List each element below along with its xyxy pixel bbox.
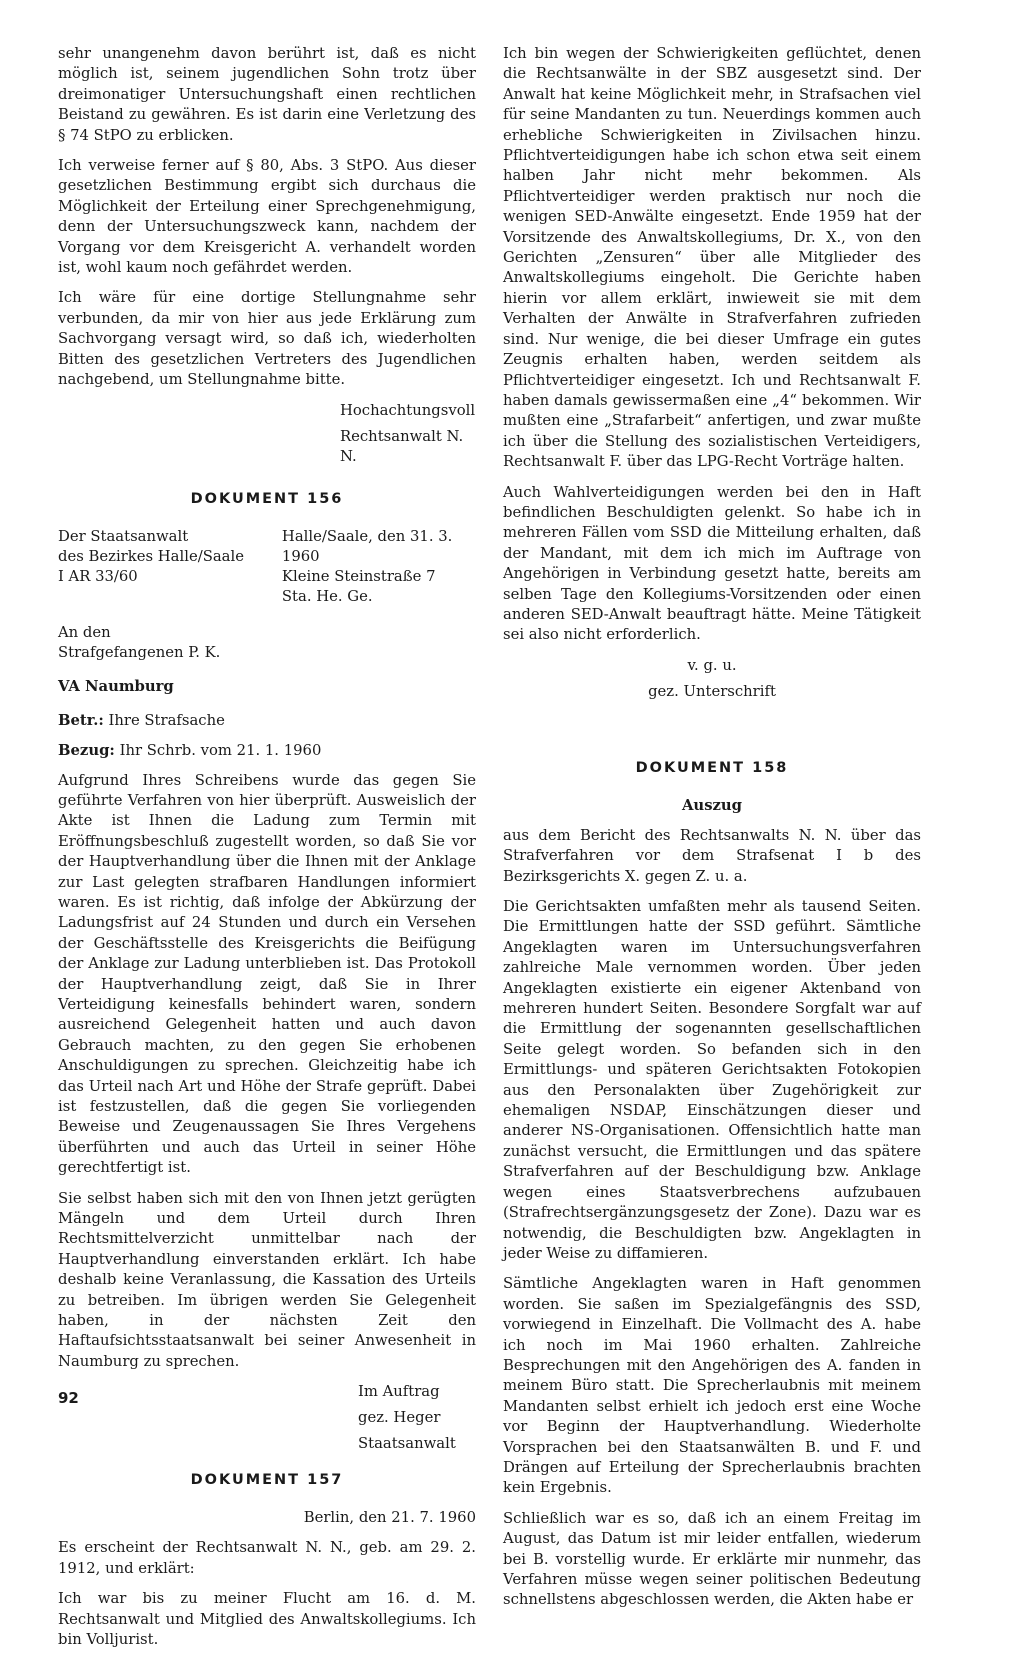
reference-code: Sta. He. Ge. <box>281 587 373 605</box>
street: Kleine Steinstraße 7 <box>281 567 436 585</box>
place-date: Halle/Saale, den 31. 3. 1960 <box>281 527 453 565</box>
sender-line: Der Staatsanwalt <box>58 527 189 545</box>
paragraph: Die Gerichtsakten umfaßten mehr als tausend Seiten. Die Ermittlungen hatte der SSD geführt. Sämtliche Angeklagten waren im Untersuchungsverfahren zahlreiche Male vernommen worden. Über jeden Angeklagten existierte ein eigener Aktenband von mehreren hundert Seiten. Besondere Sorgfalt war auf die Ermittlung der sogenannten gesellschaftlichen Seite gelegt worden. So befanden sich in den Ermittlungs- und späteren Gerichtsakten Fotokopien aus den Personalakten über Zugehörigkeit zur ehemaligen NSDAP, Einschätzungen dieser und anderer NS-Organisationen. Offensichtlich hatte man zunächst versucht, die Ermittlungen und das spätere Strafverfahren auf der Beschuldigung bzw. Anklage wegen eines Staatsverbrechens aufzubauen (Strafrechtsergänzungsgesetz der Zone). Dazu war es notwendig, die Beschuldigten bzw. Angeklagten in jeder Weise zu diffamieren. <box>503 898 921 1262</box>
signature-line: gez. Heger <box>358 1409 441 1427</box>
reference-value: Ihr Schrb. vom 21. 1. 1960 <box>114 741 322 759</box>
subject-line <box>58 711 476 731</box>
place-block <box>282 527 476 607</box>
recipient-line: An den <box>58 623 111 641</box>
document-title-158: DOKUMENT 158 <box>635 759 789 776</box>
left-column <box>58 44 476 1660</box>
subject-label: Betr.: <box>58 711 104 729</box>
signature-line: Staatsanwalt <box>358 1435 456 1453</box>
file-reference: I AR 33/60 <box>58 567 138 585</box>
paragraph: Ich wäre für eine dortige Stellungnahme sehr verbunden, da mir von hier aus jede Erklärung zum Sachvorgang versagt wird, so daß ich, wiederholten Bitten des gesetzlichen Vertreters des Jugendlichen nachgebend, um Stellungnahme bitte. <box>58 289 476 389</box>
reference-label: Bezug: <box>58 741 115 759</box>
closing-signature: Rechtsanwalt N. N. <box>340 427 464 465</box>
page-number: 92 <box>58 1389 79 1407</box>
paragraph: Aufgrund Ihres Schreibens wurde das gegen Sie geführte Verfahren von hier überprüft. Ausweislich der Akte ist Ihnen die Ladung zum Termin mit Eröffnungsbeschluß zugestellt worden, so daß Sie vor der Hauptverhandlung über die Ihnen mit der Anklage zur Last gelegten strafbaren Handlungen informiert waren. Es ist richtig, daß infolge der Abkürzung der Ladungsfrist auf 24 Stunden und durch ein Versehen der Geschäftsstelle des Kreisgerichts die Beifügung der Anklage zur Ladung unterblieben ist. Das Protokoll der Hauptverhandlung zeigt, daß Sie in Ihrer Verteidigung keinesfalls behindert waren, sondern ausreichend Gelegenheit hatten und auch davon Gebrauch machten, zu den gegen Sie erhobenen Anschuldigungen zu sprechen. Gleichzeitig habe ich das Urteil nach Art und Höhe der Strafe geprüft. Dabei ist festzustellen, daß die gegen Sie vorliegenden Beweise und Zeugenaussagen Sie Ihres Vergehens überführten und auch das Urteil in seiner Höhe gerechtfertigt ist. <box>58 771 476 1177</box>
paragraph: aus dem Bericht des Rechtsanwalts N. N. über das Strafverfahren vor dem Strafsenat I b des Bezirksgerichts X. gegen Z. u. a. <box>503 826 921 885</box>
paragraph: Ich war bis zu meiner Flucht am 16. d. M. Rechtsanwalt und Mitglied des Anwaltskollegiums. Ich bin Volljurist. <box>58 1590 476 1648</box>
place-date: Berlin, den 21. 7. 1960 <box>303 1509 476 1527</box>
right-column <box>503 44 921 1621</box>
sender-line: des Bezirkes Halle/Saale <box>58 547 244 565</box>
letter-header <box>58 527 476 607</box>
paragraph: Ich verweise ferner auf § 80, Abs. 3 StPO. Aus dieser gesetzlichen Bestimmung ergibt sich durchaus die Möglichkeit der Erteilung einer Sprechgenehmigung, denn der Untersuchungszweck kann, nachdem der Vorgang vor dem Kreisgericht A. verhandelt worden ist, wohl kaum noch gefährdet werden. <box>58 157 476 277</box>
paragraph: Auch Wahlverteidigungen werden bei den in Haft befindlichen Beschuldigten gelenkt. So habe ich in mehreren Fällen vom SSD die Mitteilung erhalten, daß der Mandant, mit dem ich mich im Auftrage von Angehörigen in Verbindung gesetzt hatte, bereits am selben Tage den Kollegiums-Vorsitzenden oder einen anderen SED-Anwalt beauftragt hätte. Meine Tätigkeit sei also nicht erforderlich. <box>503 483 921 644</box>
document-title-157: DOKUMENT 157 <box>190 1472 344 1489</box>
sender-block <box>58 527 282 607</box>
document-title-156: DOKUMENT 156 <box>190 490 344 507</box>
paragraph: sehr unangenehm davon berührt ist, daß es nicht möglich ist, seinem jugendlichen Sohn trotz über dreimonatiger Untersuchungshaft einen rechtlichen Beistand zu gewähren. Es ist darin eine Verletzung des § 74 StPO zu erblicken. <box>58 45 476 144</box>
recipient-block <box>58 623 476 663</box>
paragraph: Ich bin wegen der Schwierigkeiten geflüchtet, denen die Rechtsanwälte in der SBZ ausgesetzt sind. Der Anwalt hat keine Möglichkeit mehr, in Strafsachen viel für seine Mandanten zu tun. Neuerdings kommen auch erhebliche Schwierigkeiten in Zivilsachen hinzu. Pflichtverteidigungen habe ich schon etwa seit einem halben Jahr nicht mehr bekommen. Als Pflichtverteidiger werden praktisch nur noch die wenigen SED-Anwälte eingesetzt. Ende 1959 hat der Vorsitzende des Anwaltskollegiums, Dr. X., von den Gerichten „Zensuren“ über alle Mitglieder des Anwaltskollegiums eingeholt. Die Gerichte haben hierin vor allem erklärt, inwieweit sie mit dem Verhalten der Anwälte in Strafverfahren zufrieden sind. Nur wenige, die bei dieser Umfrage ein gutes Zeugnis erhalten haben, werden seitdem als Pflichtverteidiger eingesetzt. Ich und Rechtsanwalt F. haben damals gewissermaßen eine „4“ bekommen. Wir mußten eine „Strafarbeit“ anfertigen, und zwar mußte ich über die Stellung des sozialistischen Verteidigers, Rechtsanwalt F. über das LPG-Recht Vorträge halten. <box>503 45 921 471</box>
paragraph: Es erscheint der Rechtsanwalt N. N., geb. am 29. 2. 1912, und erklärt: <box>58 1539 476 1577</box>
paragraph: Schließlich war es so, daß ich an einem Freitag im August, das Datum ist mir leider entfallen, wiederum bei B. vorstellig wurde. Er erklärte mir nunmehr, das Verfahren müsse wegen seiner politischen Bedeutung schnellstens abgeschlossen werden, die Akten habe er <box>503 1509 921 1609</box>
paragraph: Sie selbst haben sich mit den von Ihnen jetzt gerügten Mängeln und dem Urteil durch Ihren Rechtsmittelverzicht unmittelbar nach der Hauptverhandlung einverstanden erklärt. Ich habe deshalb keine Veranlassung, die Kassation des Urteils zu betreiben. Im übrigen werden Sie Gelegenheit haben, in der nächsten Zeit den Haftaufsichtsstaatsanwalt bei seiner Anwesenheit in Naumburg zu sprechen. <box>58 1189 476 1370</box>
verification-note: v. g. u. <box>687 656 737 674</box>
signature-line: gez. Unterschrift <box>648 682 776 700</box>
institution-line: VA Naumburg <box>58 677 174 695</box>
paragraph: Sämtliche Angeklagten waren in Haft genommen worden. Sie saßen im Spezialgefängnis des SSD, vorwiegend in Einzelhaft. Die Vollmacht des A. habe ich noch im Mai 1960 erhalten. Zahlreiche Besprechungen mit den Angehörigen des A. fanden in meinem Büro statt. Die Sprecherlaubnis mit meinem Mandanten selbst erhielt ich jedoch erst eine Woche vor Beginn der Hauptverhandlung. Wiederholte Vorsprachen bei den Staatsanwälten B. und F. und Drängen auf Erteilung der Sprecherlaubnis brachten kein Ergebnis. <box>503 1275 921 1497</box>
reference-line <box>58 741 476 761</box>
signature-line: Im Auftrag <box>358 1383 440 1401</box>
section-subtitle: Auszug <box>681 796 743 814</box>
closing-greeting: Hochachtungsvoll <box>340 401 476 419</box>
recipient-line: Strafgefangenen P. K. <box>58 643 221 661</box>
subject-value: Ihre Strafsache <box>103 711 225 729</box>
